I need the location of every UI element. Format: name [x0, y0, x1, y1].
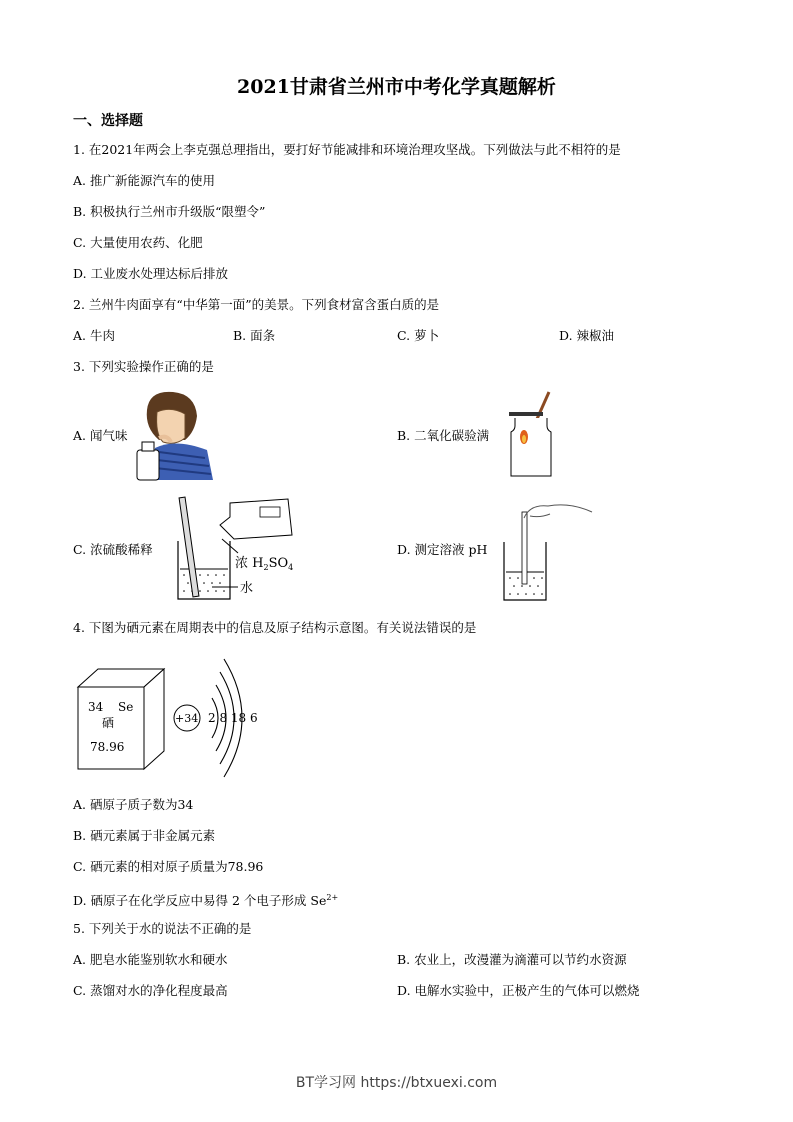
question-2-option-c: C. 萝卜	[397, 328, 440, 343]
question-4-option-b: B. 硒元素属于非金属元素	[73, 828, 216, 843]
question-1-option-b: B. 积极执行兰州市升级版“限塑令”	[73, 204, 266, 219]
question-3-option-d: D. 测定溶液 pH	[397, 542, 488, 557]
selenium-diagram	[78, 655, 278, 780]
question-1-option-c: C. 大量使用农药、化肥	[73, 235, 203, 250]
nucleus-charge: +34	[175, 712, 199, 725]
question-3-option-c: C. 浓硫酸稀释	[73, 542, 153, 557]
question-3-option-a: A. 闻气味	[73, 428, 128, 443]
electron-shells: 2 8 18 6	[208, 711, 258, 725]
question-5-option-b: B. 农业上，改漫灌为滴灌可以节约水资源	[397, 952, 627, 967]
question-2-option-d: D. 辣椒油	[559, 328, 615, 343]
element-name: 硒	[102, 716, 115, 730]
question-2-stem: 2. 兰州牛肉面享有“中华第一面”的美景。下列食材富含蛋白质的是	[73, 297, 440, 312]
question-2-option-a: A. 牛肉	[73, 328, 115, 343]
question-4-stem: 4. 下图为硒元素在周期表中的信息及原子结构示意图。有关说法错误的是	[73, 620, 477, 635]
footer-watermark: BT学习网 https://btxuexi.com	[295, 1075, 498, 1091]
question-4-option-d: D. 硒原子在化学反应中易得 2 个电子形成 $Se^{2+}$	[73, 893, 339, 909]
page-title: 2021甘肃省兰州市中考化学真题解析	[237, 76, 556, 98]
ion-charge: 2+	[326, 893, 339, 902]
question-3-option-b: B. 二氧化碳验满	[397, 428, 490, 443]
question-2-option-b: B. 面条	[233, 328, 276, 343]
question-5-option-d: D. 电解水实验中，正极产生的气体可以燃烧	[397, 983, 640, 998]
atomic-number: 34	[88, 700, 104, 714]
question-5-option-a: A. 肥皂水能鉴别软水和硬水	[73, 952, 228, 967]
acid-label: 浓 $H_2SO_4$	[235, 556, 294, 572]
acid-dilution-figure	[168, 495, 298, 603]
co2-test-figure	[505, 388, 565, 480]
question-1-stem: 1. 在2021年两会上李克强总理指出，要打好节能减排和环境治理攻坚战。下列做法与此不相符的是	[73, 142, 621, 157]
question-1-option-d: D. 工业废水处理达标后排放	[73, 266, 229, 281]
question-5-stem: 5. 下列关于水的说法不正确的是	[73, 921, 252, 936]
question-4-option-a: A. 硒原子质子数为34	[73, 797, 194, 812]
question-4-option-c: C. 硒元素的相对原子质量为78.96	[73, 859, 264, 874]
element-symbol: Se	[118, 700, 134, 714]
question-5-option-c: C. 蒸馏对水的净化程度最高	[73, 983, 228, 998]
atomic-mass: 78.96	[90, 740, 125, 754]
question-3-stem: 3. 下列实验操作正确的是	[73, 359, 214, 374]
smell-gas-figure	[135, 388, 215, 483]
ph-test-figure	[500, 498, 595, 603]
section-heading: 一、选择题	[73, 113, 143, 129]
water-label: 水	[240, 581, 254, 596]
question-1-option-a: A. 推广新能源汽车的使用	[73, 173, 215, 188]
